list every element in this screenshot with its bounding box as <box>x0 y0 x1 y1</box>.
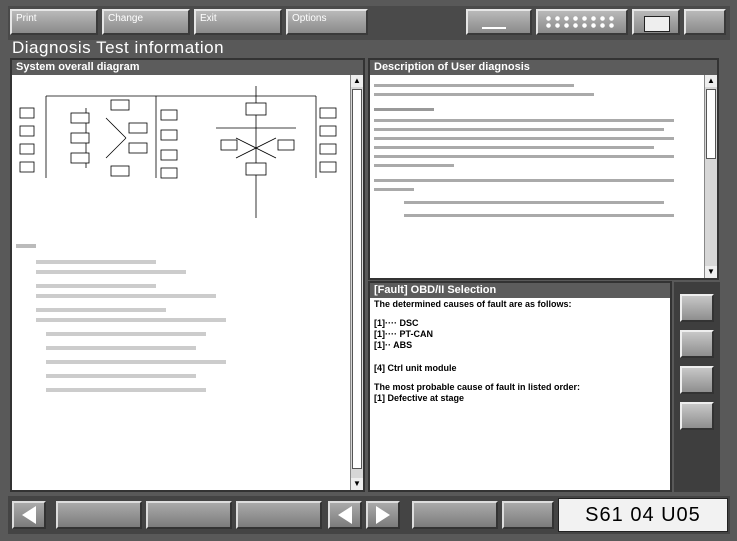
arrow-left-icon <box>22 506 36 524</box>
diagram-box <box>161 168 177 178</box>
probable-cause-item: [1] Defective at stage <box>374 393 465 403</box>
screen-code: S61 04 U05 <box>558 498 728 532</box>
diagram-box <box>161 110 177 120</box>
next-page-button[interactable] <box>366 501 400 529</box>
back-button[interactable] <box>12 501 46 529</box>
side-button-4[interactable] <box>680 402 714 430</box>
function-button-3[interactable] <box>236 501 322 529</box>
keypad-icon <box>544 15 618 29</box>
diagram-box <box>71 133 89 143</box>
transfer-button[interactable] <box>466 9 532 35</box>
diagram-box <box>278 140 294 150</box>
screen-title: Diagnosis Test information <box>12 38 225 57</box>
options-button[interactable]: Options <box>286 9 368 35</box>
monitor-button[interactable] <box>632 9 680 35</box>
diagram-box <box>71 113 89 123</box>
arrow-right-icon <box>482 19 506 29</box>
prev-page-button[interactable] <box>328 501 362 529</box>
diagram-legend <box>16 244 347 392</box>
left-panel-scrollbar[interactable] <box>350 75 363 490</box>
arrow-right-icon <box>376 506 390 524</box>
diagram-box <box>20 144 34 154</box>
scroll-thumb[interactable] <box>706 89 716 159</box>
fault-item: [1]···· PT-CAN <box>374 329 433 339</box>
keypad-button[interactable] <box>536 9 628 35</box>
diagram-box <box>320 108 336 118</box>
diagram-box <box>320 144 336 154</box>
system-diagram-panel <box>10 58 365 492</box>
help-button[interactable] <box>684 9 726 35</box>
function-button-1[interactable] <box>56 501 142 529</box>
diagram-box <box>320 162 336 172</box>
diagram-box <box>161 130 177 140</box>
side-button-panel <box>674 282 720 492</box>
diagram-box <box>20 108 34 118</box>
network-diagram <box>16 78 346 228</box>
fault-panel <box>368 281 672 492</box>
fault-intro: The determined causes of fault are as follows: <box>374 299 572 309</box>
side-button-2[interactable] <box>680 330 714 358</box>
diagram-box <box>221 140 237 150</box>
system-diagram-header: System overall diagram <box>12 60 363 75</box>
diagram-box <box>161 150 177 160</box>
description-panel <box>368 58 719 280</box>
side-button-3[interactable] <box>680 366 714 394</box>
diagram-box <box>129 143 147 153</box>
change-button[interactable]: Change <box>102 9 190 35</box>
probable-cause-label: The most probable cause of fault in listed order: <box>374 382 581 392</box>
diagram-box <box>20 162 34 172</box>
description-scrollbar[interactable] <box>704 75 717 278</box>
diagram-box <box>320 126 336 136</box>
description-text <box>374 78 701 274</box>
fault-header: [Fault] OBD/II Selection <box>370 283 670 298</box>
function-button-2[interactable] <box>146 501 232 529</box>
diagram-box <box>71 153 89 163</box>
diagram-box <box>246 163 266 175</box>
fault-item: [1]···· DSC <box>374 318 419 328</box>
diagram-box <box>129 123 147 133</box>
fault-text <box>374 299 666 486</box>
diagram-box <box>111 166 129 176</box>
scroll-thumb[interactable] <box>352 89 362 469</box>
scroll-down-icon[interactable]: ▼ <box>705 266 717 278</box>
print-button[interactable]: Print <box>10 9 98 35</box>
scroll-up-icon[interactable]: ▲ <box>705 75 717 87</box>
description-header: Description of User diagnosis <box>370 60 717 75</box>
diagram-box <box>111 100 129 110</box>
diagram-box <box>246 103 266 115</box>
exit-button[interactable]: Exit <box>194 9 282 35</box>
top-toolbar <box>8 6 730 40</box>
system-diagram-content <box>16 78 347 486</box>
bottom-toolbar <box>8 496 730 534</box>
scroll-down-icon[interactable]: ▼ <box>351 478 363 490</box>
function-button-5[interactable] <box>502 501 554 529</box>
fault-item: [1]·· ABS <box>374 340 413 350</box>
function-button-4[interactable] <box>412 501 498 529</box>
monitor-icon <box>644 16 670 32</box>
side-button-1[interactable] <box>680 294 714 322</box>
arrow-left-icon <box>338 506 352 524</box>
scroll-up-icon[interactable]: ▲ <box>351 75 363 87</box>
ecu-note: [4] Ctrl unit module <box>374 363 457 373</box>
diagram-box <box>20 126 34 136</box>
